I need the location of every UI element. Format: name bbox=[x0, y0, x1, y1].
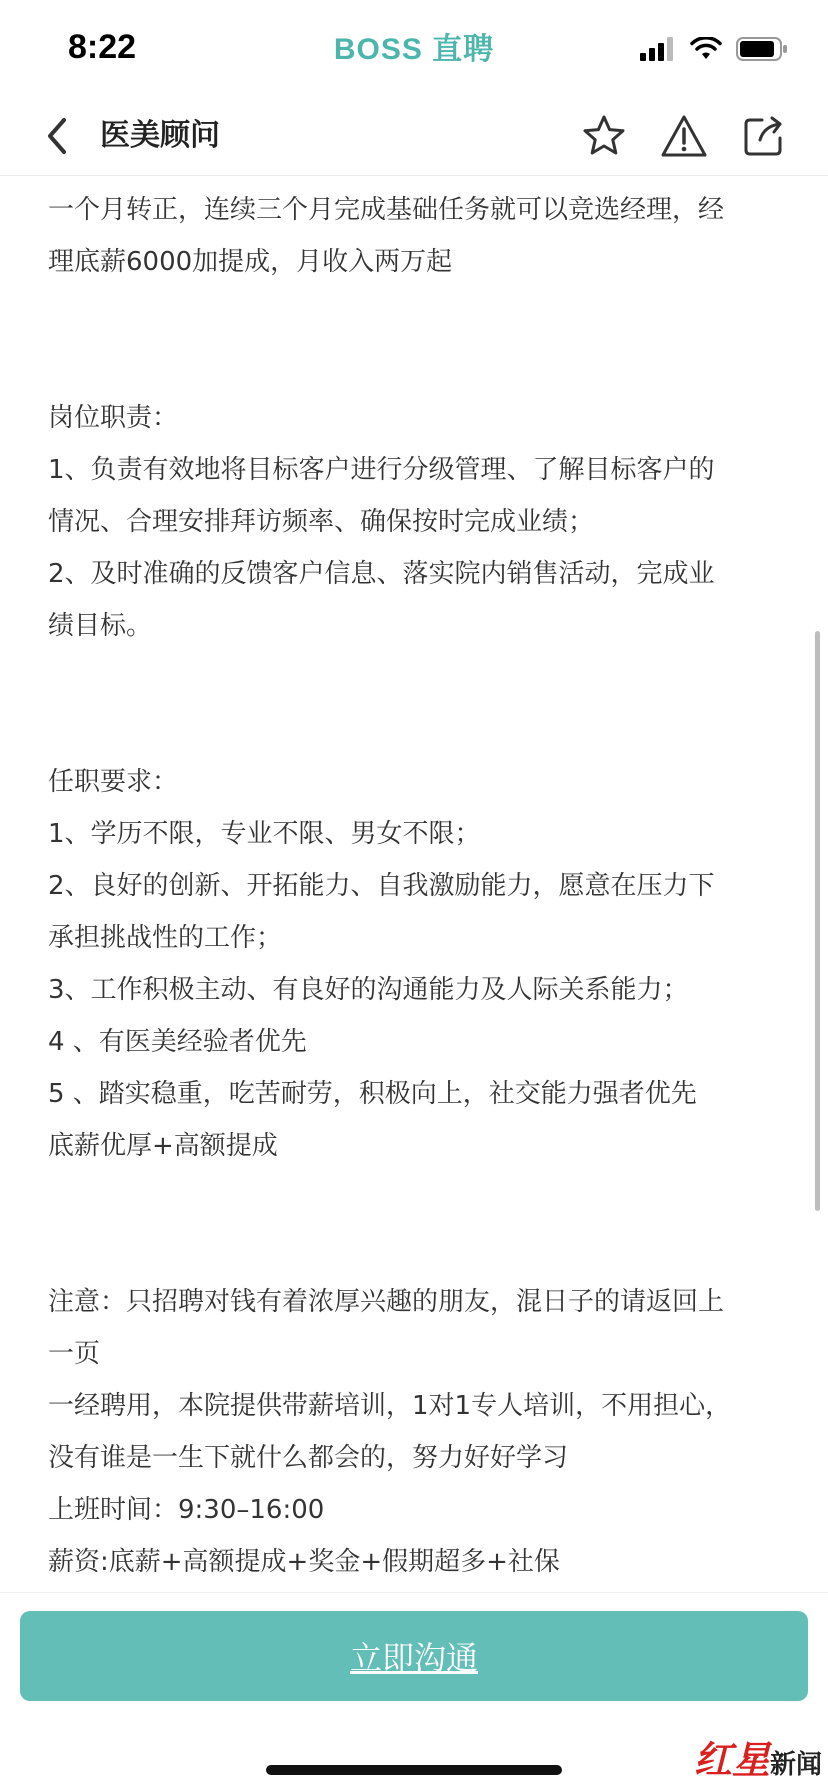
blank-line bbox=[48, 1172, 788, 1224]
description-line: 2、及时准确的反馈客户信息、落实院内销售活动，完成业 bbox=[48, 559, 715, 589]
description-line: 绩目标。 bbox=[48, 611, 153, 641]
job-description-scroll[interactable] bbox=[0, 176, 828, 1592]
description-line: 岗位职责： bbox=[48, 403, 179, 433]
description-line: 任职要求： bbox=[48, 767, 179, 797]
scrollbar[interactable] bbox=[815, 631, 820, 1211]
watermark-part2: 新闻 bbox=[770, 1750, 823, 1780]
wifi-icon bbox=[690, 37, 722, 61]
bottom-bar bbox=[0, 1592, 828, 1792]
cellular-signal-icon bbox=[640, 37, 676, 61]
description-line: 3、工作积极主动、有良好的沟通能力及人际关系能力； bbox=[48, 975, 689, 1005]
battery-icon bbox=[736, 37, 788, 61]
description-line: 薪资:底薪+高额提成+奖金+假期超多+社保 bbox=[48, 1547, 560, 1577]
page-title: 医美顾问 bbox=[100, 118, 220, 153]
description-line: 上班时间：9:30–16:00 bbox=[48, 1495, 325, 1525]
nav-bar bbox=[0, 96, 828, 176]
description-line: 理底薪6000加提成，月收入两万起 bbox=[48, 247, 453, 277]
description-line: 一经聘用，本院提供带薪培训，1对1专人培训，不用担心， bbox=[48, 1391, 732, 1421]
status-time: 8:22 bbox=[68, 28, 137, 66]
job-description bbox=[48, 184, 788, 1588]
blank-line bbox=[48, 652, 788, 704]
share-icon bbox=[742, 114, 786, 158]
star-icon bbox=[581, 113, 627, 159]
chat-now-label: 立即沟通 bbox=[349, 1639, 478, 1677]
description-line: 5 、踏实稳重，吃苦耐劳，积极向上，社交能力强者优先 bbox=[48, 1079, 697, 1109]
description-line: 承担挑战性的工作； bbox=[48, 923, 283, 953]
report-button[interactable] bbox=[654, 106, 714, 166]
description-line: 一个月转正，连续三个月完成基础任务就可以竞选经理，经 bbox=[48, 195, 725, 225]
favorite-button[interactable] bbox=[574, 106, 634, 166]
description-line: 2、良好的创新、开拓能力、自我激励能力，愿意在压力下 bbox=[48, 871, 715, 901]
blank-line bbox=[48, 340, 788, 392]
status-icons bbox=[640, 34, 788, 64]
blank-line bbox=[48, 704, 788, 756]
description-line: 4 、有医美经验者优先 bbox=[48, 1027, 307, 1057]
description-line: 没有谁是一生下就什么都会的，努力好好学习 bbox=[48, 1443, 569, 1473]
back-chevron-icon bbox=[44, 116, 72, 156]
description-line: 情况、合理安排拜访频率、确保按时完成业绩； bbox=[48, 507, 595, 537]
share-button[interactable] bbox=[734, 106, 794, 166]
app-name: BOSS 直聘 bbox=[333, 33, 495, 66]
description-line: 一页 bbox=[48, 1339, 101, 1369]
back-button[interactable] bbox=[30, 108, 86, 164]
warning-icon bbox=[659, 113, 709, 159]
status-bar bbox=[0, 0, 828, 96]
description-line: 注意：只招聘对钱有着浓厚兴趣的朋友，混日子的请返回上 bbox=[48, 1287, 725, 1317]
watermark-part1: 红星 bbox=[694, 1737, 771, 1782]
home-indicator[interactable] bbox=[266, 1765, 562, 1775]
blank-line bbox=[48, 1224, 788, 1276]
watermark-logo bbox=[694, 1729, 822, 1784]
blank-line bbox=[48, 288, 788, 340]
description-line: 1、学历不限，专业不限、男女不限； bbox=[48, 819, 481, 849]
chat-now-button[interactable] bbox=[20, 1611, 808, 1701]
description-line: 1、负责有效地将目标客户进行分级管理、了解目标客户的 bbox=[48, 455, 715, 485]
description-line: 底薪优厚+高额提成 bbox=[48, 1131, 278, 1161]
